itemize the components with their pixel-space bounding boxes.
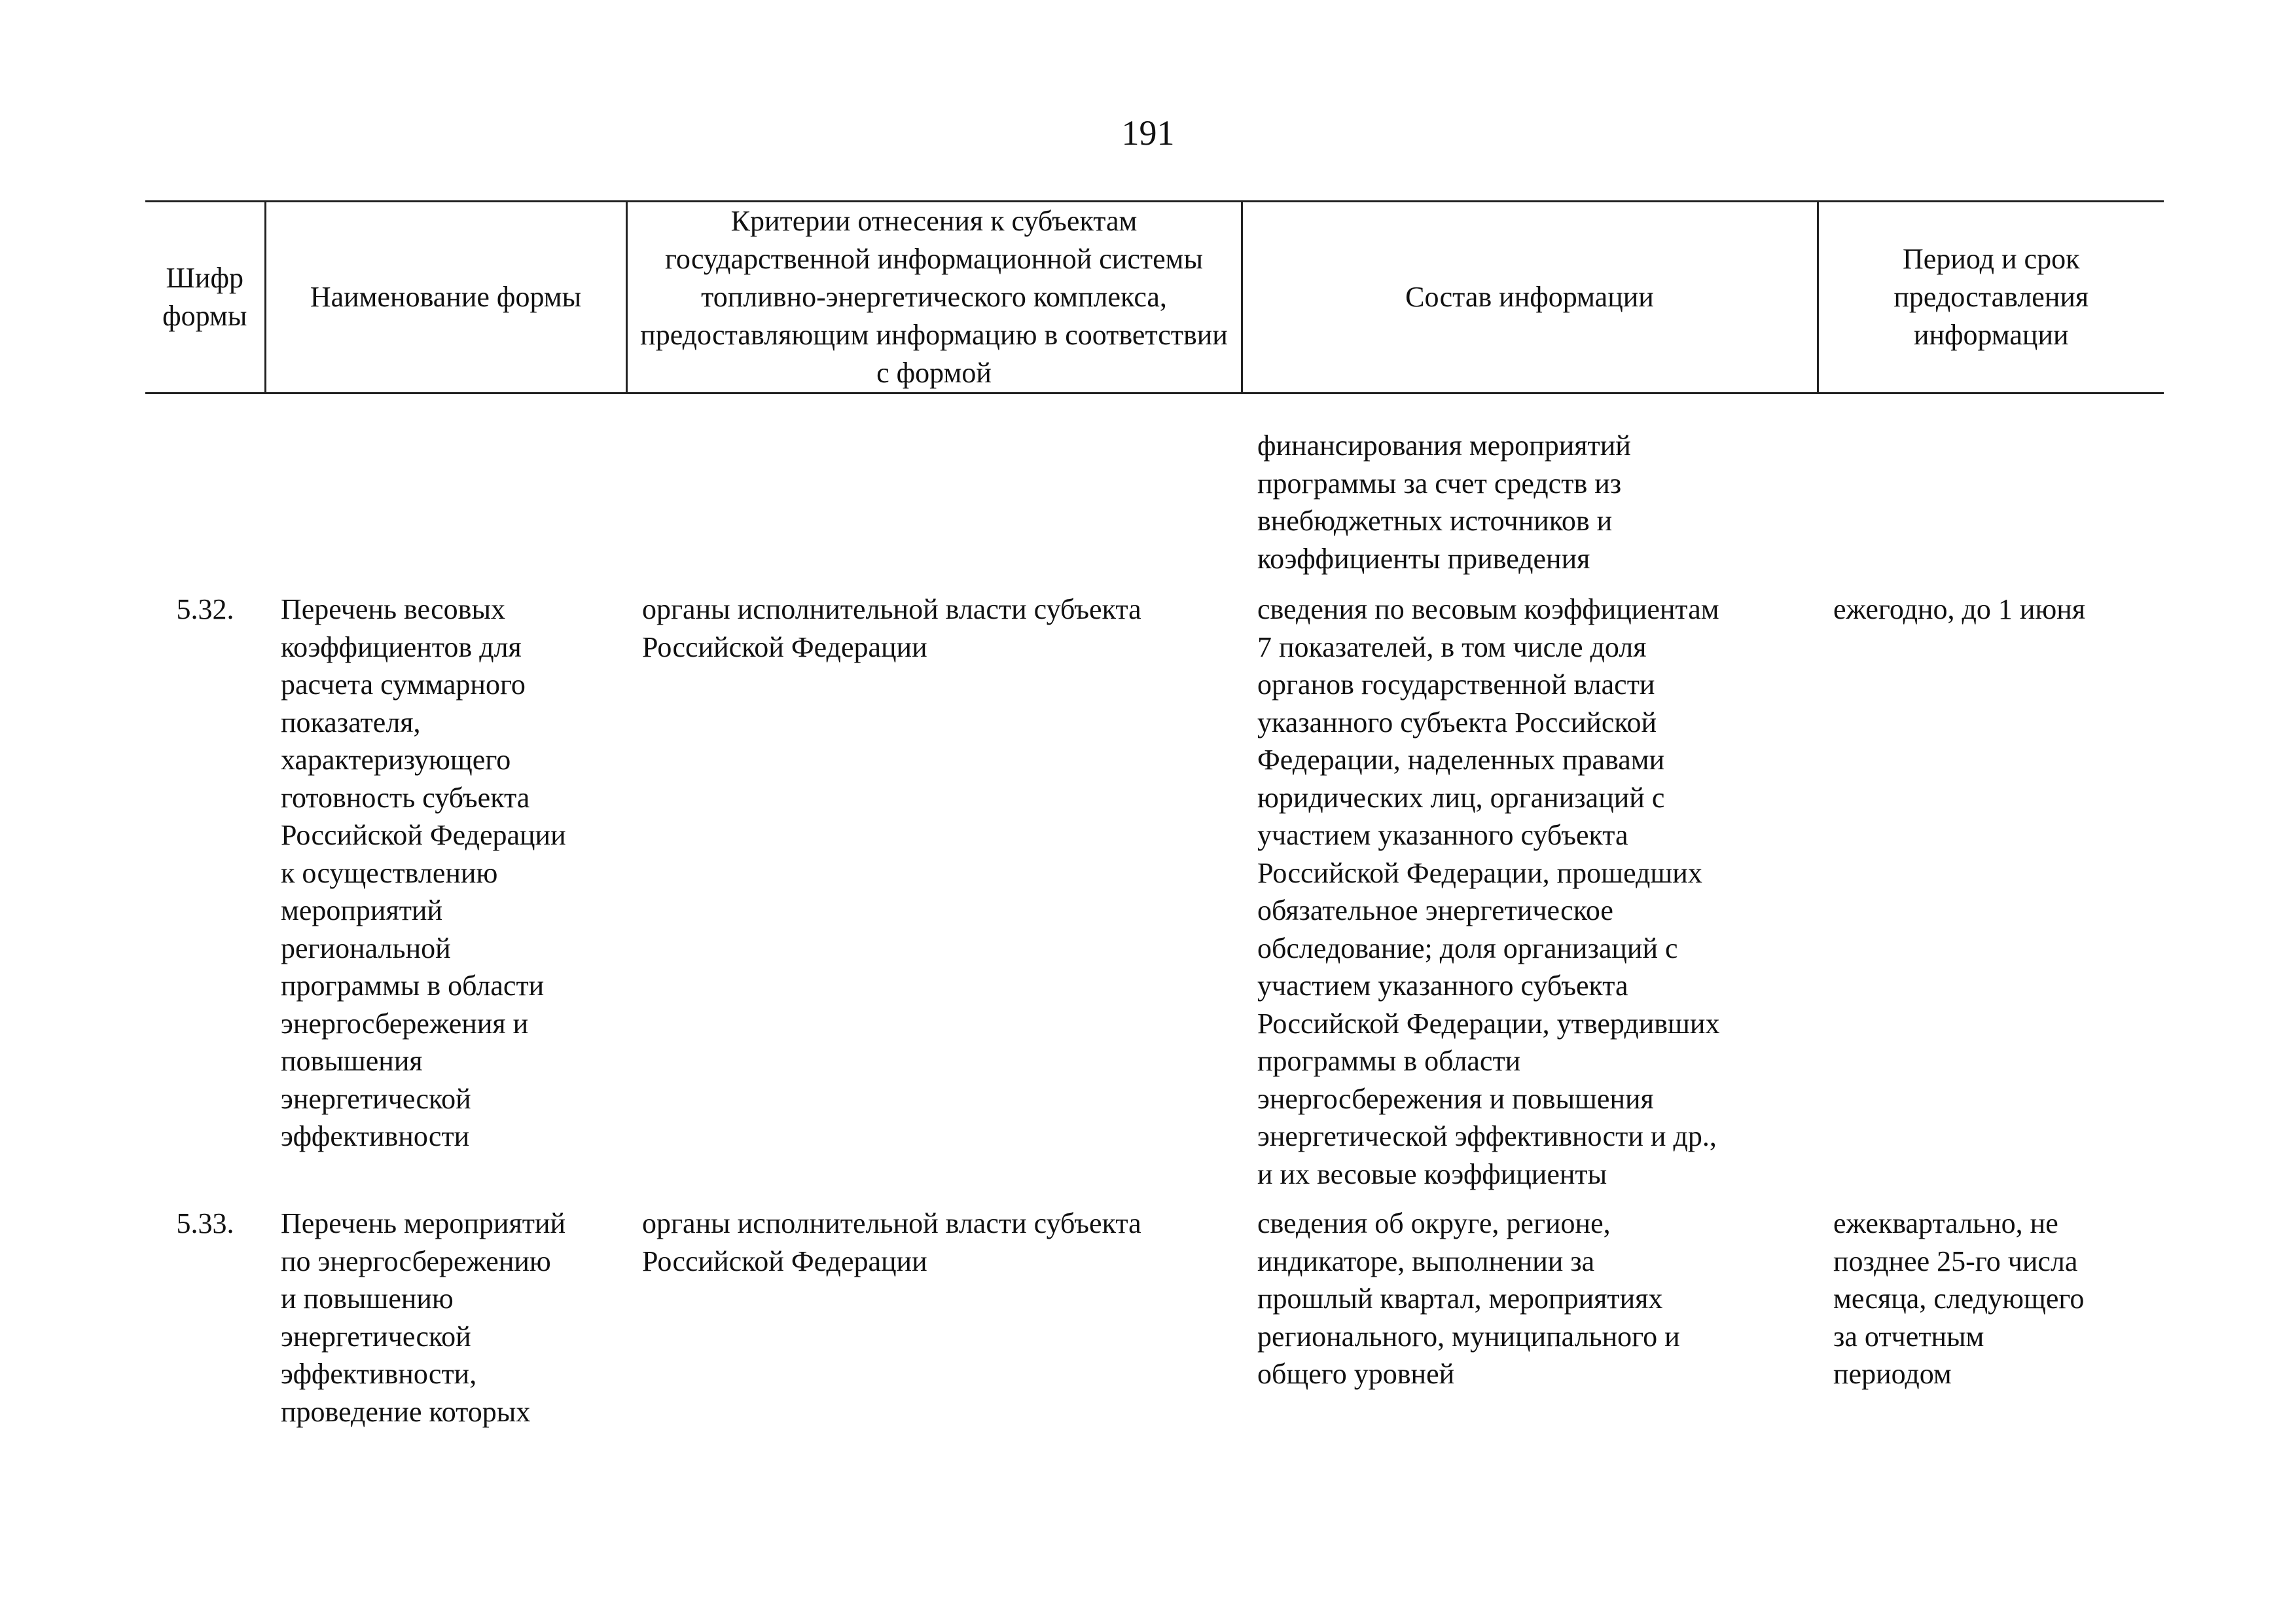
header-info-composition: Состав информации: [1242, 202, 1818, 393]
header-form-code: Шифр формы: [145, 202, 265, 393]
cell-code: 5.32.: [176, 593, 234, 625]
forms-table: [145, 200, 2164, 1442]
cell-code: 5.33.: [176, 1207, 234, 1239]
table-row-continuation: [145, 393, 2164, 591]
table-row: [145, 591, 2164, 1205]
cell-code: [145, 393, 265, 591]
page-number: 191: [1121, 113, 1175, 153]
cell-info: финансирования мероприятий программы за счет средств из внебюджетных источников и коэффициенты приведения: [1257, 429, 1631, 575]
header-criteria: Критерии отнесения к субъектам государственной информационной системы топливно-энергетического комплекса, предоставляющим информацию в соответствии с формой: [626, 202, 1242, 393]
cell-info: сведения об округе, регионе, индикаторе, выполнении за прошлый квартал, мероприятиях регионального, муниципального и общего уровней: [1257, 1207, 1680, 1390]
cell-info: сведения по весовым коэффициентам 7 показателей, в том числе доля органов государственной власти указанного субъекта Российской Федерации, наделенных правами юридических лиц, организаций с участием указанного субъекта Российской Федерации, прошедших обязательное энергетическое обследование; доля организаций с участием указанного субъекта Российской Федерации, утвердивших программы в области энергосбережения и повышения энергетической эффективности и др., и их весовые коэффициенты: [1257, 593, 1720, 1190]
cell-criteria: органы исполнительной власти субъекта Российской Федерации: [642, 593, 1141, 663]
cell-period: ежегодно, до 1 июня: [1833, 593, 2086, 625]
cell-period: [1818, 393, 2164, 591]
header-form-name: Наименование формы: [265, 202, 626, 393]
table-header-row: [145, 202, 2164, 393]
cell-name: Перечень весовых коэффициентов для расчета суммарного показателя, характеризующего готовность субъекта Российской Федерации к осуществлению мероприятий региональной программы в области энергосбережения и повышения энергетической эффективности: [281, 593, 566, 1152]
cell-name: [265, 393, 626, 591]
header-period: Период и срок предоставления информации: [1818, 202, 2164, 393]
table-row: [145, 1205, 2164, 1442]
cell-criteria: органы исполнительной власти субъекта Российской Федерации: [642, 1207, 1141, 1277]
cell-name: Перечень мероприятий по энергосбережению и повышению энергетической эффективности, проведение которых: [281, 1207, 566, 1428]
cell-criteria: [626, 393, 1242, 591]
cell-period: ежеквартально, не позднее 25-го числа месяца, следующего за отчетным периодом: [1833, 1207, 2085, 1390]
